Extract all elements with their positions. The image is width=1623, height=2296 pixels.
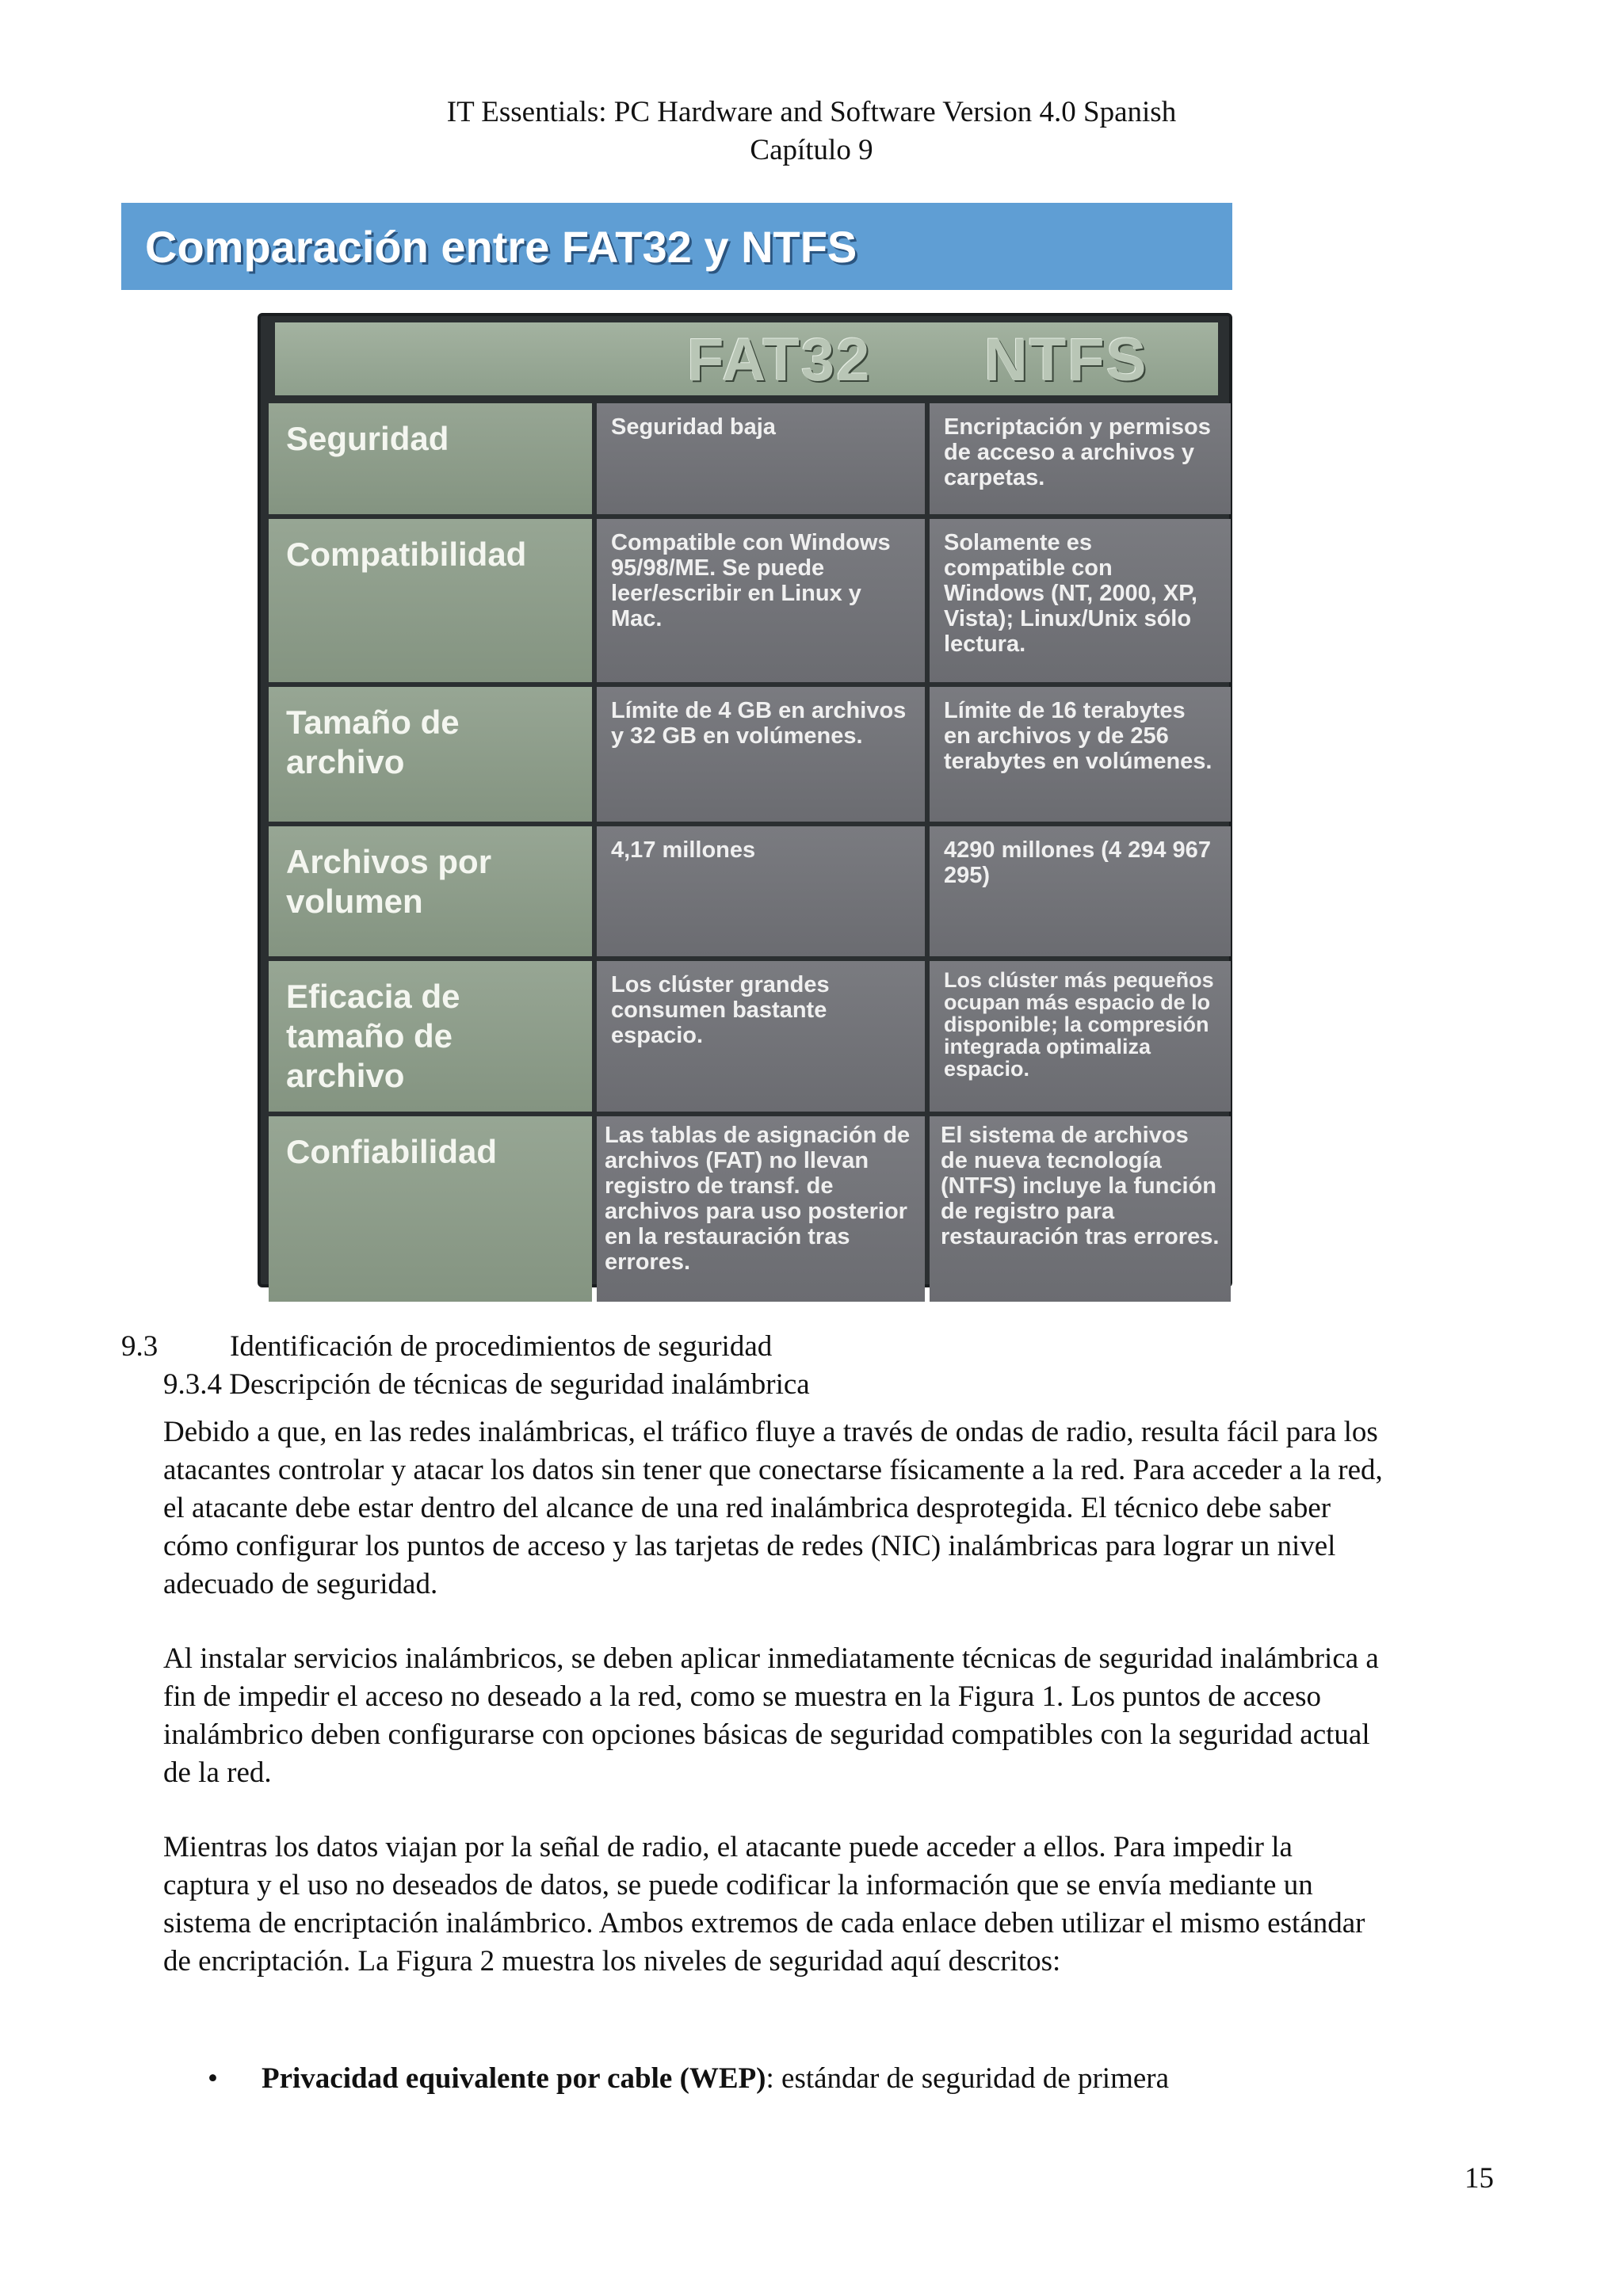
fat32-cell: 4,17 millones	[597, 826, 925, 956]
bullet-term: Privacidad equivalente por cable (WEP)	[262, 2062, 766, 2095]
row-label: Tamaño de archivo	[269, 687, 592, 822]
section-title: Identificación de procedimientos de seguridad	[230, 1330, 773, 1363]
paragraph: Mientras los datos viajan por la señal de radio, el atacante puede acceder a ellos. Para impedir la captura y el uso no deseados de datos, se puede codificar la información que se envía mediante un sistema de encriptación inalámbrico. Ambos extremos de cada enlace deben utilizar el mismo estándar de encriptación. La Figura 2 muestra los niveles de seguridad aquí descritos:	[163, 1831, 1365, 1978]
header-chapter: Capítulo 9	[750, 134, 873, 166]
column-header-ntfs: NTFS	[984, 326, 1148, 394]
header-title: IT Essentials: PC Hardware and Software Version 4.0 Spanish	[446, 96, 1177, 128]
bullet-dot: •	[208, 2062, 218, 2095]
row-label: Eficacia de tamaño de archivo	[269, 961, 592, 1112]
fat32-cell: Seguridad baja	[597, 403, 925, 514]
page-number: 15	[1465, 2162, 1494, 2195]
section-number: 9.3	[121, 1330, 158, 1363]
subsection-title: 9.3.4 Descripción de técnicas de seguridad inalámbrica	[163, 1368, 810, 1401]
ntfs-cell: Límite de 16 terabytes en archivos y de 256 terabytes en volúmenes.	[930, 687, 1231, 822]
bullet-description: : estándar de seguridad de primera	[766, 2062, 1170, 2095]
paragraph: Al instalar servicios inalámbricos, se deben aplicar inmediatamente técnicas de seguridad inalámbrica a fin de impedir el acceso no deseado a la red, como se muestra en la Figura 1. Los puntos de acceso inalámbrico deben configurarse con opciones básicas de seguridad compatibles con la seguridad actual de la red.	[163, 1642, 1379, 1789]
ntfs-cell: 4290 millones (4 294 967 295)	[930, 826, 1231, 956]
ntfs-cell: Encriptación y permisos de acceso a archivos y carpetas.	[930, 403, 1231, 514]
column-header-fat32: FAT32	[687, 326, 872, 394]
page-header	[0, 93, 1623, 170]
figure-banner-title: Comparación entre FAT32 y NTFS	[145, 221, 857, 272]
figure-banner	[121, 203, 1232, 290]
fat32-cell: Los clúster grandes consumen bastante espacio.	[597, 961, 925, 1112]
ntfs-cell: Solamente es compatible con Windows (NT, 2000, XP, Vista); Linux/Unix sólo lectura.	[930, 519, 1231, 682]
row-label: Compatibilidad	[269, 519, 592, 682]
fat32-cell: Compatible con Windows 95/98/ME. Se puede leer/escribir en Linux y Mac.	[597, 519, 925, 682]
figure-column-headers	[275, 322, 1218, 395]
ntfs-cell: Los clúster más pequeños ocupan más espacio de lo disponible; la compresión integrada optimaliza espacio.	[930, 961, 1231, 1112]
paragraph: Debido a que, en las redes inalámbricas, el tráfico fluye a través de ondas de radio, resulta fácil para los atacantes controlar y atacar los datos sin tener que conectarse físicamente a la red. Para acceder a la red, el atacante debe estar dentro del alcance de una red inalámbrica desprotegida. El técnico debe saber cómo configurar los puntos de acceso y las tarjetas de redes (NIC) inalámbricas para lograr un nivel adecuado de seguridad.	[163, 1416, 1383, 1600]
row-label: Seguridad	[269, 403, 592, 514]
row-label: Archivos por volumen	[269, 826, 592, 956]
ntfs-cell: El sistema de archivos de nueva tecnología (NTFS) incluye la función de registro para restauración tras errores.	[930, 1116, 1231, 1302]
row-label: Confiabilidad	[269, 1116, 592, 1302]
fat32-cell: Límite de 4 GB en archivos y 32 GB en volúmenes.	[597, 687, 925, 822]
comparison-table	[269, 403, 1221, 1278]
fat32-cell: Las tablas de asignación de archivos (FAT) no llevan registro de transf. de archivos para uso posterior en la restauración tras errores.	[597, 1116, 925, 1302]
bullet-item	[262, 2060, 1169, 2098]
comparison-figure	[258, 313, 1232, 1287]
